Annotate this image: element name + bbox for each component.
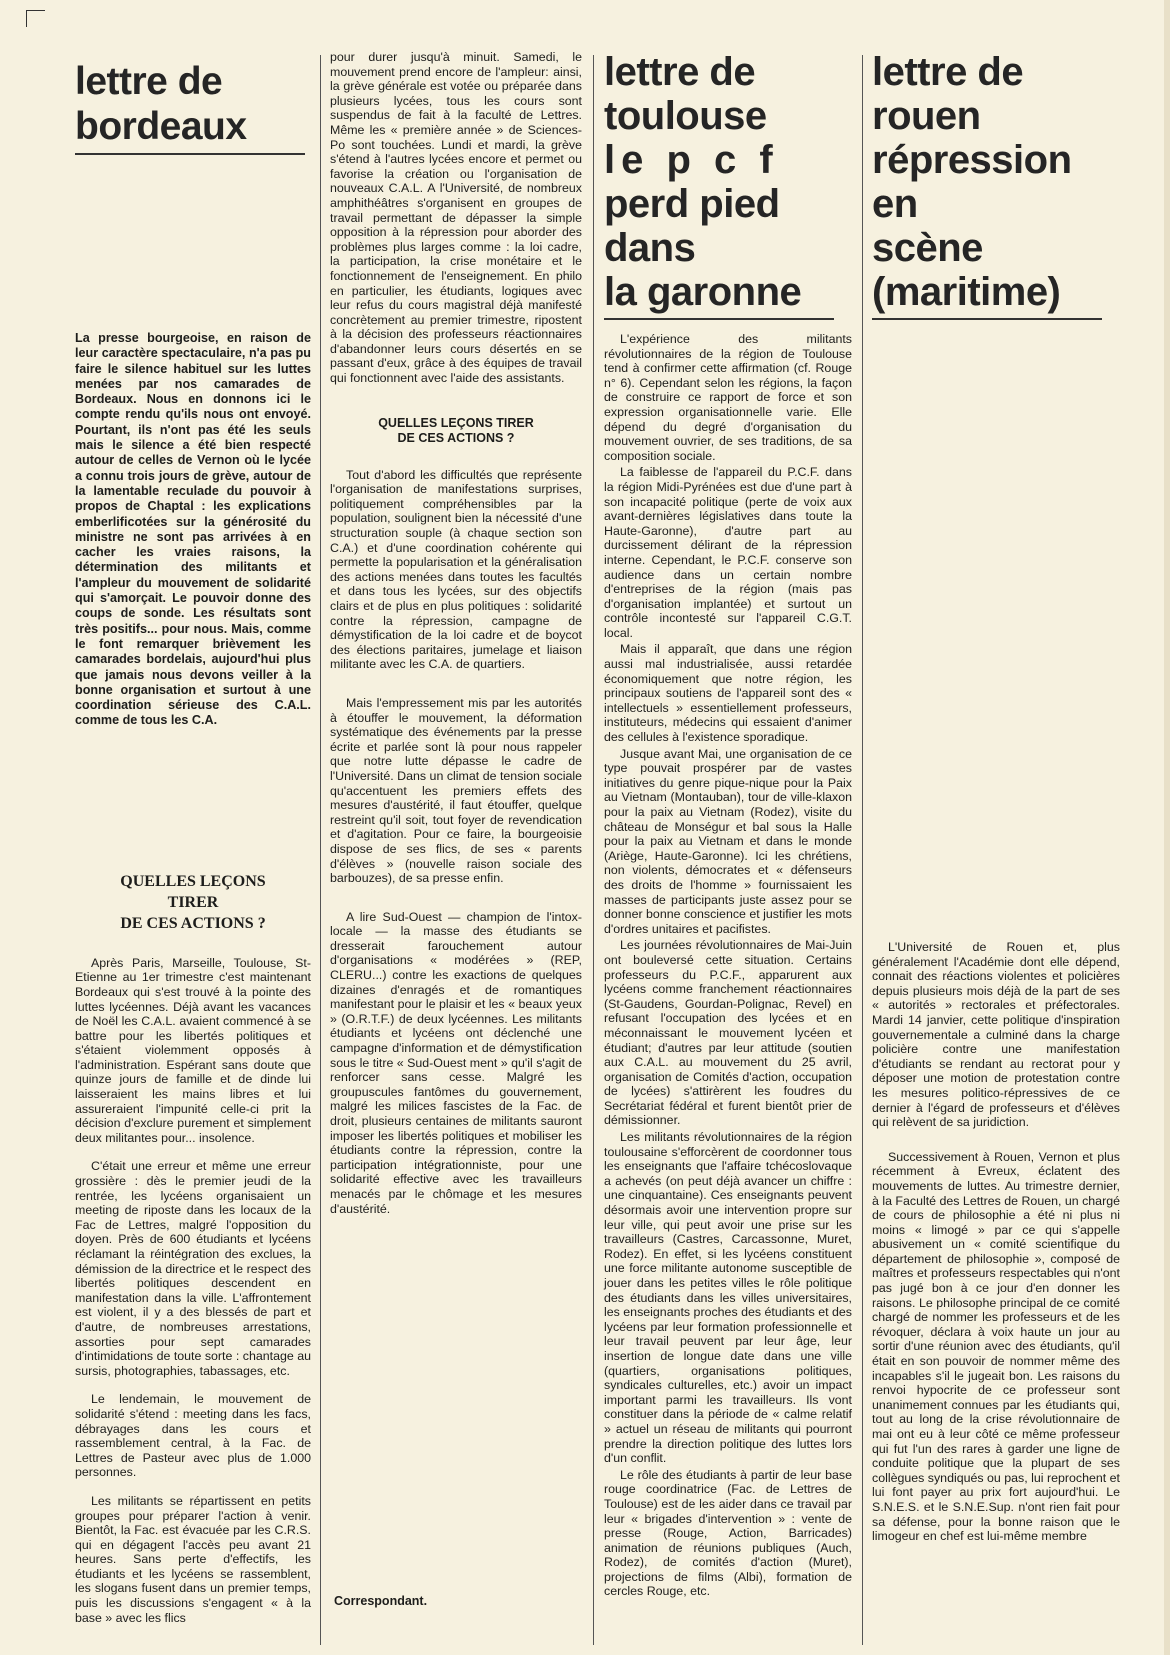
- paragraph: L'Université de Rouen et, plus généralement l'Académie dont elle dépend, connait des réactions violentes et policières depuis plusieurs mois déjà de la part de ses « autorités » rectorales et préfectorales. Mardi 14 janvier, cette politique d'inspiration gouvernementale a culminé dans la charge policière contre une manifestation d'étudiants se rendant au rectorat pour y déposer une motion de protestation contre les mesures politico-répressives de ce dernier à l'égard de professeurs et d'élèves qui relèvent de sa juridiction.: [872, 940, 1120, 1130]
- paragraph: Mais il apparaît, que dans une région aussi mal industrialisée, aussi retardée économiquement que notre région, les principaux soutiens de l'appareil sont des « intellectuels » essentiellement professeurs, instituteurs, médecins qui essaient d'animer des cellules à l'existence sporadique.: [604, 642, 852, 745]
- bordeaux-subheading-2: [330, 416, 582, 446]
- signature: Correspondant.: [334, 1594, 428, 1608]
- paragraph: Successivement à Rouen, Vernon et plus récemment à Evreux, éclatent des mouvements de luttes. Au trimestre dernier, à la Faculté des Lettres de Rouen, un chargé de cours de philosophie a été ni plus ni moins « limogé » par ce qui s'appelle abusivement un « comité scientifique du département de philosophie », composé de maîtres et professeurs respectables qui n'ont pas jugé bon à ce jour d'en donner les raisons. Le philosophe principal de ce comité chargé de nommer les professeurs et de les révoquer, déclara à voix haute un jour au sortir d'une réunion avec des étudiants, qu'il était en son pouvoir de nommer même des incapables s'il le jugeait bon. Les raisons du renvoi hypocrite de ce professeur sont unanimement connues par les étudiants qui, tout au long de la crise révolutionnaire de mai ont eu à leur côté ce même professeur qui fut l'un des rares à garder une ligne de conduite politique que la plupart de ses collègues syndiqués ou pas, lui reprochent et lui font payer au prix fort aujourd'hui. Le S.N.E.S. et le S.N.E.Sup. n'ont rien fait pour sa défense, pour la bonne raison que le limogeur en chef est lui-même membre: [872, 1149, 1120, 1544]
- bordeaux-subheading: [75, 871, 311, 934]
- subheading-line: QUELLES LEÇONS: [120, 872, 266, 890]
- paragraph: La faiblesse de l'appareil du P.C.F. dans la région Midi-Pyrénées est due d'une part à son incapacité politique (perte de voix aux avant-dernières législatives dans toute la Haute-Garonne), d'autre part au durcissement délirant de la répression interne. Cependant, le P.C.F. conserve son audience dans un certain nombre d'entreprises de la région (mais pas d'organisation implantée) et surtout un contrôle incontesté sur l'appareil C.G.T. local.: [604, 465, 852, 640]
- paragraph: Mais l'empressement mis par les autorités à étouffer le mouvement, la déformation systématique des événements par la presse écrite et parlée sont là pour nous rappeler que notre lutte dépasse le cadre de l'Université. Dans un climat de tension sociale qu'accentuent les premiers effets des mesures d'austérité, il faut étouffer, quelque restreint qu'il soit, tout foyer de revendication et d'agitation. Pour ce faire, la bourgeoisie dispose de ses flics, de ses « parents d'élèves » (nouvelle raison sociale des barbouzes), de sa presse enfin.: [330, 695, 582, 886]
- paragraph: Les militants se répartissent en petits groupes pour préparer l'action à venir. Bientôt, la Fac. est évacuée par les C.R.S. qui en dégagent l'accès peu avant 21 heures. Sans perte d'effectifs, les étudiants et les lycéens se rassemblent, les slogans fusent dans un premier temps, puis les discussions s'engagent « à la base » avec les flics: [75, 1493, 311, 1625]
- column-rule: [320, 55, 321, 1645]
- title-line: lettre de: [872, 50, 1024, 94]
- paragraph: L'expérience des militants révolutionnaires de la région de Toulouse tend à confirmer cette affirmation (cf. Rouge n° 6). Cependant selon les régions, la façon de construire ce rapport de force et son expression organisationnelle varie. Elle dépend du degré d'organisation du mouvement ouvrier, de ses traditions, de sa composition sociale.: [604, 332, 852, 463]
- paragraph: pour durer jusqu'à minuit. Samedi, le mouvement prend encore de l'ampleur: ainsi, la grève générale est votée ou préparée dans plusieurs lycées, tous les cours sont suspendus de fait à la faculté de Lettres. Même les « première année » de Sciences-Po sont touchées. Lundi et mardi, la grève s'étend à l'autres lycées encore et permet ou favorise la création ou l'organisation de nouveaux C.A.L. A l'Université, de nombreux amphithéâtres s'organisent en groupes de travail permettant de dépasser la simple opposition à la répression pour aborder des problèmes plus larges comme : la loi cadre, la participation, la crise monétaire et le fonctionnement de l'enseignement. En philo en particulier, les étudiants, logiques avec leur refus du cours magistral déjà manifesté concrètement au premier trimestre, ripostent à la décision des professeurs réactionnaires d'abandonner leurs cours désertés en se passant d'eux, grâce à des équipes de travail qui fonctionnent avec l'aide des assistants.: [330, 50, 582, 386]
- paragraph: Tout d'abord les difficultés que représente l'organisation de manifestations surprises, politiquement compréhensibles par la population, soulignent bien la nécessité d'une structuration souple (à chaque section son C.A.) et d'une coordination cohérente qui permette la popularisation et la généralisation des actions menées dans toutes les facultés et dans tous les lycées, sur des objectifs clairs et de plus en plus politiques : solidarité contre la répression, campagne de démystification de la loi cadre et de boycot des élections paritaires, jumelage et liaison militante avec les C.A. de quartiers.: [330, 467, 582, 672]
- title-line: le p c f: [604, 138, 779, 182]
- toulouse-title: [604, 50, 852, 320]
- column-rule: [593, 55, 594, 1645]
- paragraph: Le lendemain, le mouvement de solidarité s'étend : meeting dans les facs, débrayages dans les cours et rassemblement central, à la Fac. de Lettres de Pasteur avec plus de 1.000 personnes.: [75, 1392, 311, 1480]
- title-line: la garonne: [604, 270, 802, 314]
- title-line: scène: [872, 226, 983, 270]
- paragraph: Jusque avant Mai, une organisation de ce type pouvait prospérer par de vastes initiatives du genre pique-nique pour la Paix au Vietnam (Montauban), tour de ville-klaxon pour la paix au Vietnam (Rodez), visite du château de Monségur et bal sous la Halle pour la paix au Vietnam et dans le monde (Ariège, Haute-Garonne). Ici les chrétiens, non violents, démocrates et « défenseurs des droits de l'homme » fournissaient les masses de participants juste assez pour se donner bonne conscience et justifier les mots d'ordres unitaires et pacifistes.: [604, 746, 852, 936]
- subheading-line: QUELLES LEÇONS TIRER: [378, 415, 534, 430]
- paragraph: Les militants révolutionnaires de la région toulousaine s'efforcèrent de coordonner tous les enseignants que l'affaire tchécoslovaque a achevés (on peut déjà avancer un chiffre : une cinquantaine). Ces enseignants peuvent désormais avoir une intervention propre sur leur ville, qui peut avoir une prise sur les travailleurs (Castres, Carcassonne, Muret, Rodez). En effet, si les lycéens constituent une force militante autonome susceptible de jouer dans les petites villes le rôle politique des étudiants dans les villes universitaires, les enseignants proches des étudiants et des lycéens par leur formation professionnelle et leur travail peuvent par leur âge, leur insertion de longue date dans une ville (quartiers, organisations politiques, syndicales culturelles, etc.) avoir un impact important parmi les travailleurs. Ils vont constituer dans la période de « calme relatif » actuel un réseau de militants qui pourront prendre la direction politique des luttes lors d'un conflit.: [604, 1130, 852, 1466]
- paragraph: Après Paris, Marseille, Toulouse, St-Etienne au 1er trimestre c'est maintenant Bordeaux qui s'est trouvé à la pointe des luttes lycéennes. Déjà avant les vacances de Noël les C.A.L. avaient commencé à se battre pour les libertés politiques et s'étaient violemment opposés à l'administration. Espérant sans doute que quinze jours de famille et de dinde lui laisseraient les mains libres et lui assureraient l'impunité celle-ci prit la décision d'exclure purement et simplement deux militantes pour... insolence.: [75, 955, 311, 1145]
- title-line: perd pied: [604, 182, 780, 226]
- paragraph: A lire Sud-Ouest — champion de l'intox-locale — la masse des étudiants se dresserait farouchement autour d'organisations « modérées » (REP, CLERU...) contre les exactions de quelques dizaines d'enragés et de romantiques manifestant pour le plaisir et les « beaux yeux » (O.R.T.F.) de deux lycéennes. Les militants étudiants et lycéens ont déclenché une campagne d'information et de démystification sous le titre « Sud-Ouest ment » qu'il s'agit de renforcer sans cesse. Malgré les groupuscules fantômes du gouvernement, malgré les milices fascistes de la Fac. de droit, plusieurs centaines de militants sauront imposer les libertés politiques et mobiliser les étudiants contre la répression, contre la participation intégrationniste, pour une solidarité effective avec les travailleurs menacés par le chômage et les mesures d'austérité.: [330, 909, 582, 1216]
- bordeaux-continued-column: [330, 50, 582, 1640]
- subheading-line: TIRER: [167, 893, 219, 911]
- title-line: (maritime): [872, 270, 1061, 314]
- title-line: lettre de: [604, 50, 756, 94]
- title-line: lettre de: [75, 60, 223, 103]
- rouen-column: [872, 50, 1120, 1640]
- bordeaux-title: [75, 55, 311, 155]
- title-line: rouen: [872, 94, 981, 138]
- title-line: en: [872, 182, 918, 226]
- toulouse-column: [604, 50, 852, 1640]
- title-line: répression: [872, 138, 1072, 182]
- title-line: bordeaux: [75, 105, 247, 148]
- column-rule: [862, 55, 863, 1645]
- title-line: dans: [604, 226, 696, 270]
- bordeaux-lead: La presse bourgeoise, en raison de leur caractère spectaculaire, n'a pas pu faire le silence habituel sur les luttes menées par nos camarades de Bordeaux. Nous en donnons ici le compte rendu qu'ils nous ont envoyé. Pourtant, ils n'ont pas été les seuls mais le silence a été bien respecté autour de celles de Vernon où le lycée a connu trois jours de grève, autour de la lamentable reculade du pouvoir à propos de Chaptal : les explications emberlificotées sur la générosité du ministre ne sont pas arrivées à en cacher les vraies raisons, la détermination des militants et l'ampleur du mouvement de solidarité qui s'amorçait. Le pouvoir donne des coups de sonde. Les résultats sont très positifs... pour nous. Mais, comme le font remarquer brièvement les camarades bordelais, aujourd'hui plus que jamais nous devons veiller à la bonne organisation et surtout à une coordination sérieuse des C.A.L. comme de tous les C.A.: [75, 331, 311, 728]
- rouen-title: [872, 50, 1120, 320]
- subheading-line: DE CES ACTIONS ?: [397, 430, 515, 445]
- paragraph: Le rôle des étudiants à partir de leur base rouge coordinatrice (Fac. de Lettres de Toulouse) est de les aider dans ce travail par leur « brigades d'intervention » : vente de presse (Rouge, Action, Barricades) animation de réunions publiques (Auch, Rodez), de comités d'action (Muret), projections de films (Albi), formation de cercles Rouge, etc.: [604, 1467, 852, 1599]
- subheading-line: DE CES ACTIONS ?: [120, 914, 266, 932]
- title-line: toulouse: [604, 94, 767, 138]
- paragraph: C'était une erreur et même une erreur grossière : dès le premier jeudi de la rentrée, les lycéens organisaient un meeting de riposte dans les locaux de la Fac de Lettres, malgré l'opposition du doyen. Près de 600 étudiants et lycéens réclamant la réintégration des exclues, la démission de la directrice et le respect des libertés politiques descendent en manifestation dans la ville. L'affrontement est violent, il y a des blessés de part et d'autre, de nombreuses arrestations, assorties pour sept camarades d'intimidations de toute sorte : chantage au sursis, photographies, tabassages, etc.: [75, 1159, 311, 1378]
- paragraph: Les journées révolutionnaires de Mai-Juin ont bouleversé cette situation. Certains professeurs du P.C.F., apparurent aux lycéens comme franchement réactionnaires (St-Gaudens, Gourdan-Polignac, Revel) en refusant l'occupation des lycées et en méconnaissant le mouvement lycéen et étudiant; d'autres par leur attitude (soutien aux C.A.L. au mouvement du 25 avril, organisation de Comités d'action, occupation de lycées) s'attirèrent les foudres du Secrétariat fédéral et furent bientôt prier de démissionner.: [604, 938, 852, 1128]
- crop-mark: [26, 10, 45, 27]
- bordeaux-column: [75, 55, 311, 1645]
